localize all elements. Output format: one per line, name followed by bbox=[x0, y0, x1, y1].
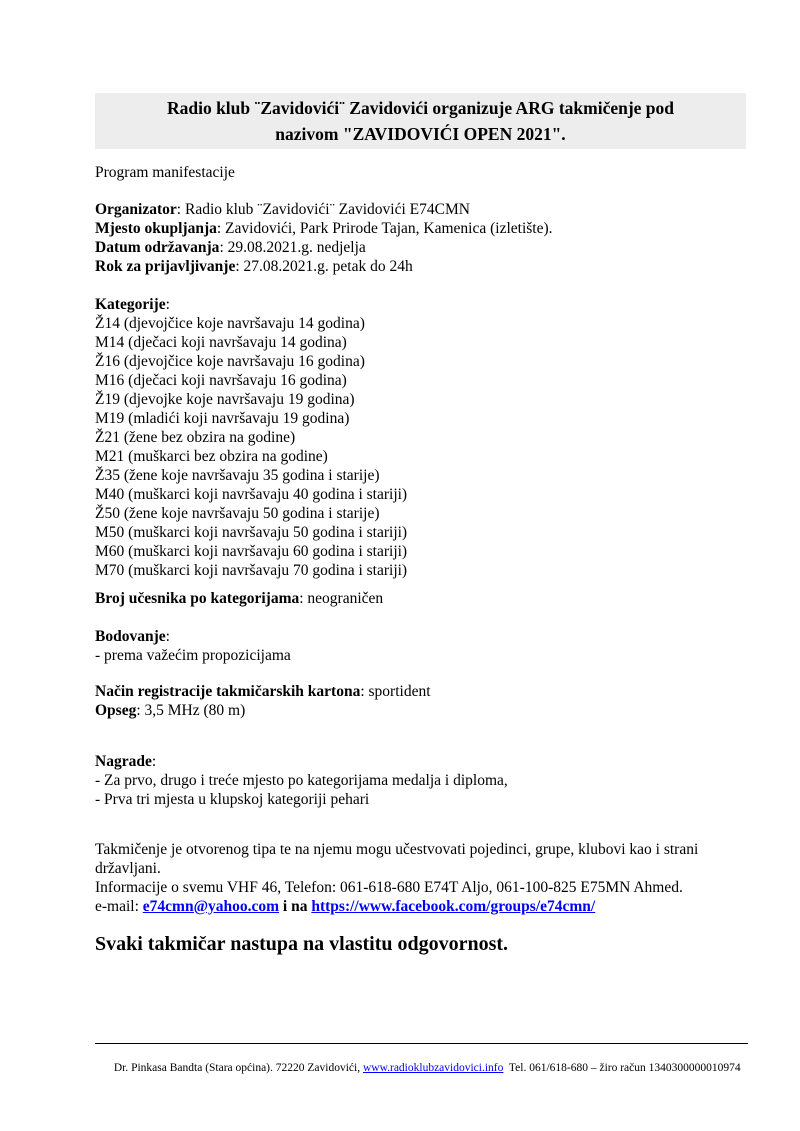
participants-block bbox=[95, 589, 746, 608]
meeting-place-value: : Zavidovići, Park Prirode Tajan, Kamenica (izletište). bbox=[216, 220, 553, 237]
scoring-rule: - prema važećim propozicijama bbox=[95, 647, 291, 664]
category-item: Ž16 (djevojčice koje navršavaju 16 godina) bbox=[95, 353, 365, 370]
event-info-block bbox=[95, 200, 746, 276]
registration-line bbox=[95, 682, 746, 701]
organizer-label: Organizator bbox=[95, 201, 177, 218]
organizer-value: : Radio klub ¨Zavidovići¨ Zavidovići E74CMN bbox=[176, 201, 470, 218]
program-heading: Program manifestacije bbox=[95, 164, 235, 181]
category-item: Ž35 (žene koje navršavaju 35 godina i starije) bbox=[95, 467, 380, 484]
categories-heading bbox=[95, 295, 746, 314]
awards-heading bbox=[95, 752, 746, 771]
document-content bbox=[95, 93, 746, 957]
participants-value: : neograničen bbox=[299, 590, 384, 607]
info-line-meeting-place bbox=[95, 219, 746, 238]
deadline-label: Rok za prijavljivanje bbox=[95, 258, 236, 275]
category-item: M60 (muškarci koji navršavaju 60 godina i stariji) bbox=[95, 543, 408, 560]
band-line bbox=[95, 701, 746, 720]
awards-label: Nagrade bbox=[95, 753, 152, 770]
open-type-paragraph: Takmičenje je otvorenog tipa te na njemu mogu učestvovati pojedinci, grupe, klubovi kao i strani državljani. bbox=[95, 841, 703, 877]
category-item: Ž50 (žene koje navršavaju 50 godina i starije) bbox=[95, 505, 380, 522]
category-item: M21 (muškarci bez obzira na godine) bbox=[95, 448, 328, 465]
participants-label: Broj učesnika po kategorijama bbox=[95, 590, 300, 607]
scoring-heading bbox=[95, 627, 746, 646]
responsibility-disclaimer: Svaki takmičar nastupa na vlastitu odgovornost. bbox=[95, 933, 509, 955]
open-info-block bbox=[95, 840, 746, 916]
awards-colon: : bbox=[151, 753, 157, 770]
category-item: M70 (muškarci koji navršavaju 70 godina i stariji) bbox=[95, 562, 408, 579]
category-item: M16 (dječaci koji navršavaju 16 godina) bbox=[95, 372, 347, 389]
email-line bbox=[95, 897, 746, 916]
footer-address: Dr. Pinkasa Bandta (Stara općina). 72220 Zavidovići, bbox=[113, 1062, 363, 1074]
scoring-block bbox=[95, 627, 746, 665]
info-line-deadline bbox=[95, 257, 746, 276]
category-item: M40 (muškarci koji navršavaju 40 godina i stariji) bbox=[95, 486, 408, 503]
footer-contact: Tel. 061/618-680 – žiro račun 1340300000010974 bbox=[503, 1062, 741, 1074]
awards-item-1: - Za prvo, drugo i treće mjesto po kategorijama medalja i diploma, bbox=[95, 772, 508, 789]
registration-label: Način registracije takmičarskih kartona bbox=[95, 683, 361, 700]
registration-value: : sportident bbox=[360, 683, 431, 700]
facebook-link[interactable]: https://www.facebook.com/groups/e74cmn/ bbox=[311, 898, 596, 915]
band-label: Opseg bbox=[95, 702, 137, 719]
category-item: Ž21 (žene bez obzira na godine) bbox=[95, 429, 296, 446]
category-item: M50 (muškarci koji navršavaju 50 godina i stariji) bbox=[95, 524, 408, 541]
scoring-label: Bodovanje bbox=[95, 628, 166, 645]
categories-colon: : bbox=[165, 296, 170, 313]
registration-block bbox=[95, 682, 746, 720]
category-item: Ž19 (djevojke koje navršavaju 19 godina) bbox=[95, 391, 355, 408]
categories-label: Kategorije bbox=[95, 296, 166, 313]
contacts-line: Informacije o svemu VHF 46, Telefon: 061-618-680 E74T Aljo, 061-100-825 E75MN Ahmed. bbox=[95, 879, 683, 896]
footer-website-link[interactable]: www.radioklubzavidovici.info bbox=[362, 1062, 504, 1074]
meeting-place-label: Mjesto okupljanja bbox=[95, 220, 217, 237]
category-item: Ž14 (djevojčice koje navršavaju 14 godina) bbox=[95, 315, 365, 332]
scoring-colon: : bbox=[165, 628, 170, 645]
date-value: : 29.08.2021.g. nedjelja bbox=[219, 239, 366, 256]
deadline-value: : 27.08.2021.g. petak do 24h bbox=[235, 258, 413, 275]
email-middle-text: i na bbox=[279, 898, 312, 915]
awards-block bbox=[95, 752, 746, 809]
info-line-organizer bbox=[95, 200, 746, 219]
band-value: : 3,5 MHz (80 m) bbox=[136, 702, 246, 719]
title-line-1: Radio klub ¨Zavidovići¨ Zavidovići organizuje ARG takmičenje pod bbox=[166, 98, 675, 118]
category-item: M14 (dječaci koji navršavaju 14 godina) bbox=[95, 334, 347, 351]
participants-line bbox=[95, 589, 746, 608]
awards-item-2: - Prva tri mjesta u klupskoj kategoriji pehari bbox=[95, 791, 370, 808]
info-line-date bbox=[95, 238, 746, 257]
date-label: Datum održavanja bbox=[95, 239, 220, 256]
document-title bbox=[95, 93, 746, 149]
email-prefix: e-mail: bbox=[95, 898, 143, 915]
page-footer bbox=[95, 1043, 748, 1091]
categories-block bbox=[95, 295, 746, 580]
title-line-2: nazivom "ZAVIDOVIĆI OPEN 2021". bbox=[275, 124, 566, 144]
category-item: M19 (mladići koji navršavaju 19 godina) bbox=[95, 410, 350, 427]
email-link[interactable]: e74cmn@yahoo.com bbox=[142, 898, 280, 915]
